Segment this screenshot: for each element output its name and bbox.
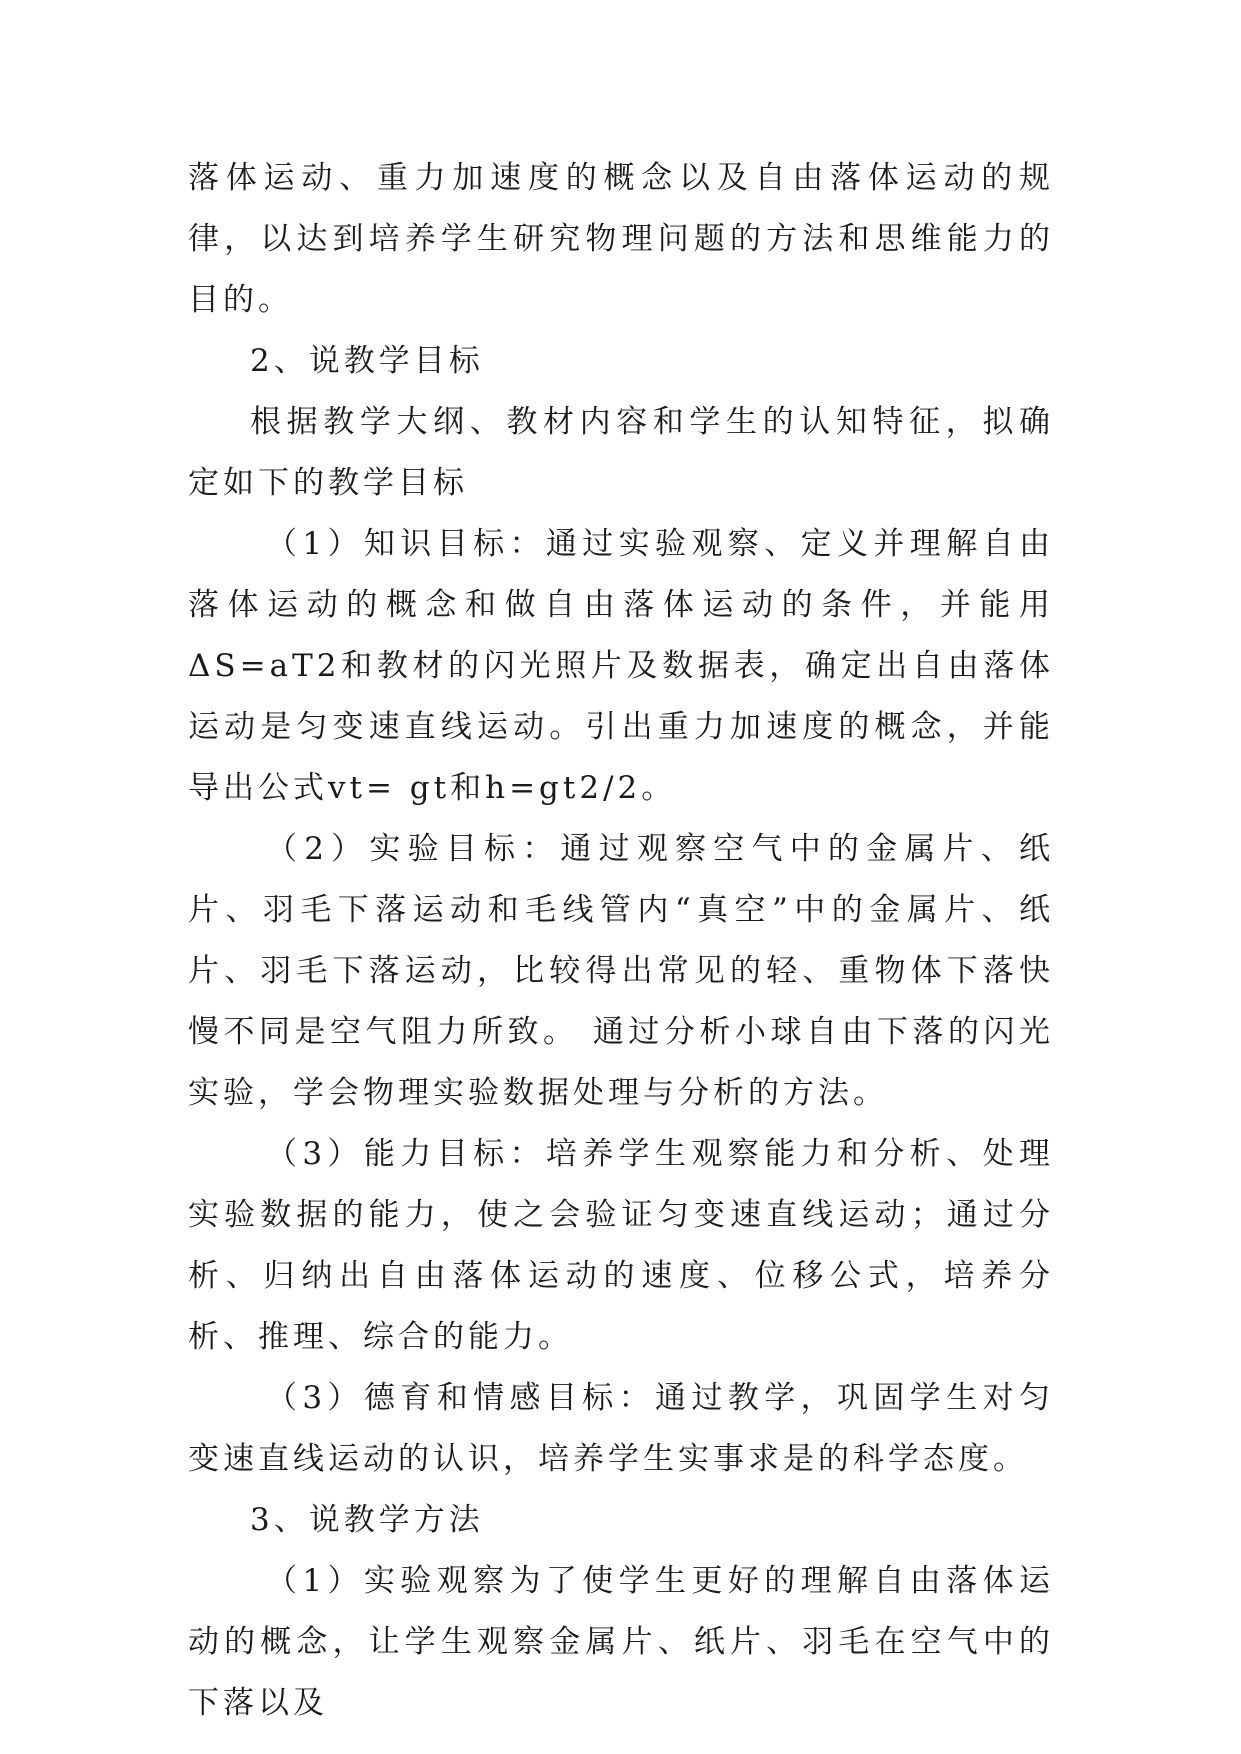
section-heading-teaching-methods: 3、说教学方法 (250, 1502, 484, 1538)
document-body (188, 148, 1054, 1734)
paragraph-experiment-objective: （2）实验目标：通过观察空气中的金属片、纸片、羽毛下落运动和毛线管内“真空”中的金属片、纸片、羽毛下落运动，比较得出常见的轻、重物体下落快慢不同是空气阻力所致。 通过分析小球自由下落的闪光实验，学会物理实验数据处理与分析的方法。 (188, 831, 1054, 1111)
paragraph-continuation: 落体运动、重力加速度的概念以及自由落体运动的规律，以达到培养学生研究物理问题的方法和思维能力的目的。 (188, 160, 1054, 318)
paragraph-moral-objective: （3）德育和情感目标：通过教学，巩固学生对匀变速直线运动的认识，培养学生实事求是的科学态度。 (188, 1380, 1054, 1477)
paragraph-experiment-observation: （1）实验观察为了使学生更好的理解自由落体运动的概念，让学生观察金属片、纸片、羽毛在空气中的下落以及 (188, 1563, 1054, 1721)
section-heading-teaching-objectives: 2、说教学目标 (250, 343, 484, 379)
paragraph-ability-objective: （3）能力目标：培养学生观察能力和分析、处理实验数据的能力，使之会验证匀变速直线运动；通过分析、归纳出自由落体运动的速度、位移公式，培养分析、推理、综合的能力。 (188, 1136, 1054, 1355)
paragraph-objectives-intro: 根据教学大纲、教材内容和学生的认知特征，拟确定如下的教学目标 (188, 404, 1054, 501)
paragraph-knowledge-objective: （1）知识目标：通过实验观察、定义并理解自由落体运动的概念和做自由落体运动的条件，并能用ΔS=aT2和教材的闪光照片及数据表，确定出自由落体运动是匀变速直线运动。引出重力加速度的概念，并能导出公式vt= gt和h=gt2/2。 (188, 526, 1054, 806)
